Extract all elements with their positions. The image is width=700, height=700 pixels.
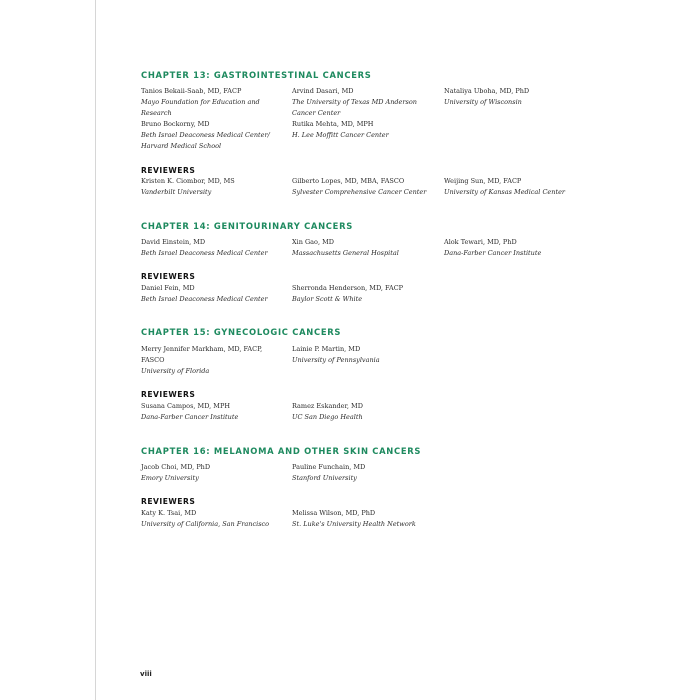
reviewer-affiliation: Dana-Farber Cancer Institute: [141, 413, 239, 421]
author-name: Alok Tewari, MD, PhD: [444, 238, 517, 246]
author-name: David Einstein, MD: [141, 238, 206, 246]
reviewer-affiliation: University of California, San Francisco: [141, 520, 270, 528]
reviewers-heading: REVIEWERS: [141, 166, 196, 175]
reviewer-affiliation: Baylor Scott & White: [292, 295, 363, 303]
author-entry: [141, 86, 260, 119]
reviewer-affiliation: Beth Israel Deaconess Medical Center: [141, 295, 268, 303]
reviewer-affiliation: St. Luke's University Health Network: [292, 520, 416, 528]
author-entry: [292, 344, 380, 366]
author-entry: [292, 119, 389, 141]
author-name: Xin Gao, MD: [292, 238, 334, 246]
author-name-continued: FASCO: [141, 356, 165, 364]
reviewers-heading: REVIEWERS: [141, 390, 196, 399]
author-entry: [292, 462, 365, 484]
author-affiliation: Cancer Center: [292, 109, 341, 117]
reviewer-name: Sherronda Henderson, MD, FACP: [292, 284, 404, 292]
reviewers-heading: REVIEWERS: [141, 272, 196, 281]
author-name: Pauline Funchain, MD: [292, 463, 366, 471]
reviewer-affiliation: Sylvester Comprehensive Cancer Center: [292, 188, 427, 196]
author-name: Rutika Mehta, MD, MPH: [292, 120, 374, 128]
author-entry: [292, 86, 417, 119]
reviewer-name: Ramez Eskander, MD: [292, 402, 363, 410]
author-name: Merry Jennifer Markham, MD, FACP,: [141, 345, 263, 353]
reviewer-name: Katy K. Tsai, MD: [141, 509, 197, 517]
page-edge-line: [95, 0, 96, 700]
author-name: Arvind Dasari, MD: [292, 87, 354, 95]
author-entry: [141, 462, 210, 484]
reviewer-name: Susana Campos, MD, MPH: [141, 402, 230, 410]
reviewer-entry: [141, 508, 269, 530]
author-entry: [141, 237, 268, 259]
author-affiliation: Beth Israel Deaconess Medical Center: [141, 249, 268, 257]
reviewer-affiliation: Vanderbilt University: [141, 188, 212, 196]
author-name: Jacob Choi, MD, PhD: [141, 463, 211, 471]
reviewer-entry: [292, 508, 416, 530]
reviewer-name: Gilberto Lopes, MD, MBA, FASCO: [292, 177, 405, 185]
reviewer-name: Melissa Wilson, MD, PhD: [292, 509, 376, 517]
author-name: Tanios Bekaii-Saab, MD, FACP: [141, 87, 242, 95]
chapter-13-heading: CHAPTER 13: GASTROINTESTINAL CANCERS: [141, 70, 372, 80]
author-entry: [444, 86, 529, 108]
reviewer-affiliation: UC San Diego Health: [292, 413, 363, 421]
reviewer-entry: [141, 401, 238, 423]
author-affiliation: H. Lee Moffitt Cancer Center: [292, 131, 389, 139]
reviewers-heading: REVIEWERS: [141, 497, 196, 506]
chapter-14-heading: CHAPTER 14: GENITOURINARY CANCERS: [141, 221, 353, 231]
author-affiliation: University of Florida: [141, 367, 210, 375]
author-affiliation: University of Wisconsin: [444, 98, 522, 106]
author-affiliation: University of Pennsylvania: [292, 356, 380, 364]
reviewer-name: Daniel Fein, MD: [141, 284, 195, 292]
author-affiliation: Mayo Foundation for Education and: [141, 98, 260, 106]
author-affiliation: Dana-Farber Cancer Institute: [444, 249, 542, 257]
reviewer-entry: [444, 176, 565, 198]
author-affiliation: Beth Israel Deaconess Medical Center/: [141, 131, 270, 139]
author-name: Bruno Bockorny, MD: [141, 120, 210, 128]
reviewer-name: Weijing Sun, MD, FACP: [444, 177, 522, 185]
author-entry: [141, 119, 270, 152]
page-number: viii: [140, 670, 152, 678]
reviewer-entry: [141, 176, 235, 198]
reviewer-entry: [141, 283, 268, 305]
author-entry: [444, 237, 541, 259]
author-name: Lainie P. Martin, MD: [292, 345, 361, 353]
reviewer-entry: [292, 283, 403, 305]
author-affiliation: Stanford University: [292, 474, 357, 482]
author-name: Nataliya Uboha, MD, PhD: [444, 87, 530, 95]
author-affiliation: Harvard Medical School: [141, 142, 222, 150]
author-affiliation: The University of Texas MD Anderson: [292, 98, 417, 106]
author-entry: [141, 344, 262, 377]
chapter-16-heading: CHAPTER 16: MELANOMA AND OTHER SKIN CANCERS: [141, 446, 422, 456]
reviewer-affiliation: University of Kansas Medical Center: [444, 188, 566, 196]
reviewer-entry: [292, 176, 426, 198]
author-affiliation: Emory University: [141, 474, 199, 482]
reviewer-name: Kristen K. Ciombor, MD, MS: [141, 177, 235, 185]
author-affiliation: Massachusetts General Hospital: [292, 249, 399, 257]
author-affiliation: Research: [141, 109, 172, 117]
reviewer-entry: [292, 401, 363, 423]
author-entry: [292, 237, 399, 259]
chapter-15-heading: CHAPTER 15: GYNECOLOGIC CANCERS: [141, 327, 342, 337]
